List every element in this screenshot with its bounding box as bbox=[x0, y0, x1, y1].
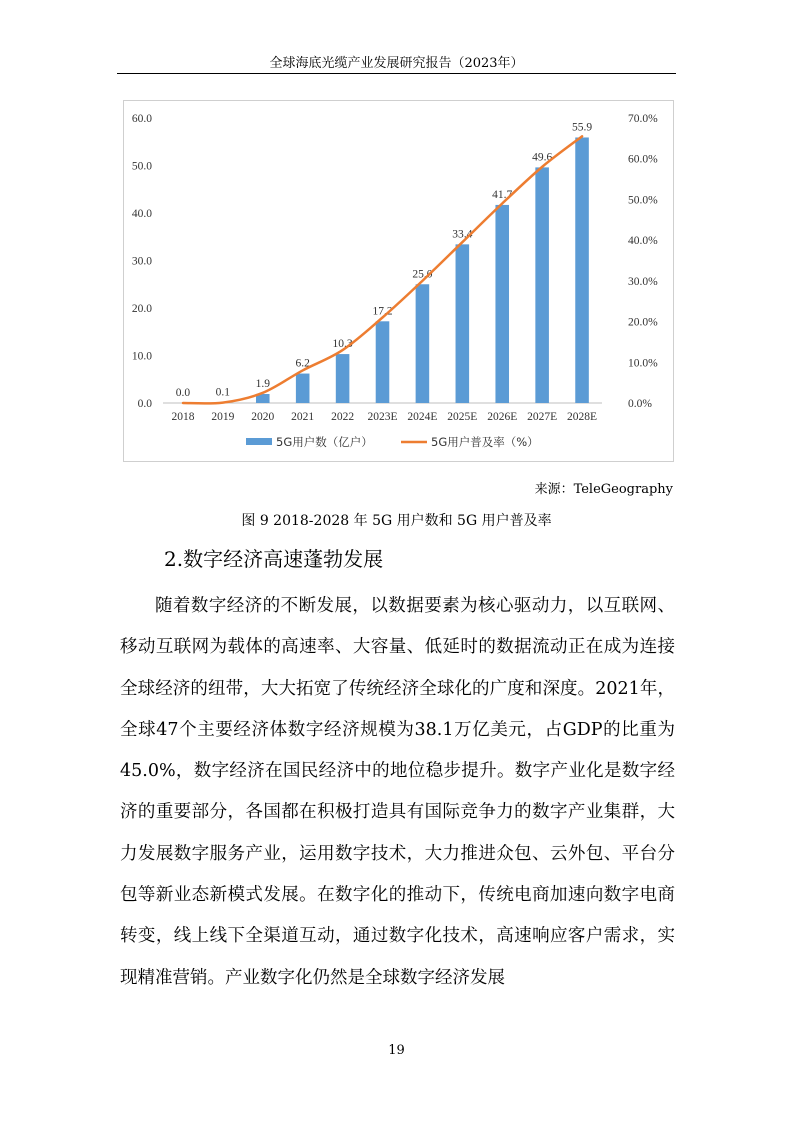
y-left-tick-label: 20.0 bbox=[131, 303, 152, 315]
legend-label-users: 5G用户数（亿户） bbox=[276, 435, 373, 449]
bar bbox=[376, 321, 390, 403]
y-left-tick-label: 10.0 bbox=[131, 350, 152, 363]
body-paragraph: 随着数字经济的不断发展，以数据要素为核心驱动力，以互联网、移动互联网为载体的高速率、大容量、低延时的数据流动正在成为连接全球经济的纽带，大大拓宽了传统经济全球化的广度和深度。2021年，全球47个主要经济体数字经济规模为38.1万亿美元，占GDP的比重为45.0%，数字经济在国民经济中的地位稳步提升。数字产业化是数字经济的重要部分，各国都在积极打造具有国际竞争力的数字产业集群，大力发展数字服务产业，运用数字技术，大力推进众包、云外包、平台分包等新业态新模式发展。在数字化的推动下，传统电商加速向数字电商转变，线上线下全渠道互动，通过数字化技术，高速响应客户需求，实现精准营销。产业数字化仍然是全球数字经济发展 bbox=[120, 596, 675, 988]
x-tick-label: 2028E bbox=[567, 411, 598, 423]
bar-data-label: 33.4 bbox=[452, 228, 473, 241]
bar-data-label: 49.6 bbox=[532, 151, 553, 164]
y-right-tick-label: 50.0% bbox=[628, 194, 658, 207]
chart-source: 来源：TeleGeography bbox=[534, 482, 673, 497]
x-tick-label: 2020 bbox=[251, 411, 275, 423]
bar bbox=[535, 167, 549, 403]
y-left-tick-label: 40.0 bbox=[131, 208, 152, 220]
y-right-tick-label: 10.0% bbox=[628, 357, 658, 370]
y-right-tick-label: 70.0% bbox=[628, 113, 658, 125]
x-tick-label: 2027E bbox=[527, 411, 558, 423]
section-title: 2.数字经济高速蓬勃发展 bbox=[164, 547, 384, 571]
bar-data-label: 6.2 bbox=[295, 357, 310, 370]
x-tick-label: 2023E bbox=[367, 411, 398, 423]
bar bbox=[296, 374, 310, 403]
x-tick-label: 2019 bbox=[211, 411, 235, 423]
y-right-tick-label: 60.0% bbox=[628, 153, 658, 166]
users-chart bbox=[124, 101, 675, 463]
bar-data-label: 10.3 bbox=[332, 338, 353, 351]
chart-container bbox=[123, 100, 674, 462]
bar bbox=[416, 284, 430, 403]
page-header: 全球海底光缆产业发展研究报告（2023年） bbox=[269, 56, 524, 71]
bar-data-label: 17.2 bbox=[372, 305, 393, 318]
bar-data-label: 1.9 bbox=[255, 377, 270, 390]
y-left-tick-label: 50.0 bbox=[131, 160, 152, 173]
x-tick-label: 2026E bbox=[487, 411, 518, 423]
bar-data-label: 55.9 bbox=[571, 121, 593, 134]
bar-data-label: 0.0 bbox=[175, 387, 191, 399]
figure-caption: 图 9 2018-2028 年 5G 用户数和 5G 用户普及率 bbox=[241, 513, 552, 529]
legend-label-rate: 5G用户普及率（%） bbox=[431, 435, 539, 449]
x-tick-label: 2022 bbox=[331, 411, 355, 423]
y-right-tick-label: 40.0% bbox=[628, 235, 658, 248]
bar-data-label: 41.7 bbox=[492, 188, 513, 201]
header-rule bbox=[117, 73, 676, 74]
y-left-tick-label: 30.0 bbox=[131, 255, 152, 268]
y-left-tick-label: 60.0 bbox=[131, 113, 152, 125]
x-tick-label: 2025E bbox=[447, 411, 478, 423]
x-tick-label: 2021 bbox=[291, 411, 315, 423]
page-number: 19 bbox=[388, 1043, 405, 1058]
x-tick-label: 2018 bbox=[171, 411, 195, 423]
y-right-tick-label: 0.0% bbox=[628, 398, 652, 410]
x-tick-label: 2024E bbox=[407, 411, 438, 423]
bar bbox=[336, 354, 350, 403]
y-right-tick-label: 20.0% bbox=[628, 316, 658, 329]
bar bbox=[456, 244, 470, 403]
bar bbox=[495, 205, 509, 403]
bar-data-label: 25.0 bbox=[412, 268, 433, 281]
y-right-tick-label: 30.0% bbox=[628, 275, 658, 288]
bar-data-label: 0.1 bbox=[215, 386, 231, 399]
bar bbox=[575, 137, 589, 403]
legend-swatch-bar bbox=[246, 438, 272, 445]
y-left-tick-label: 0.0 bbox=[137, 398, 152, 410]
